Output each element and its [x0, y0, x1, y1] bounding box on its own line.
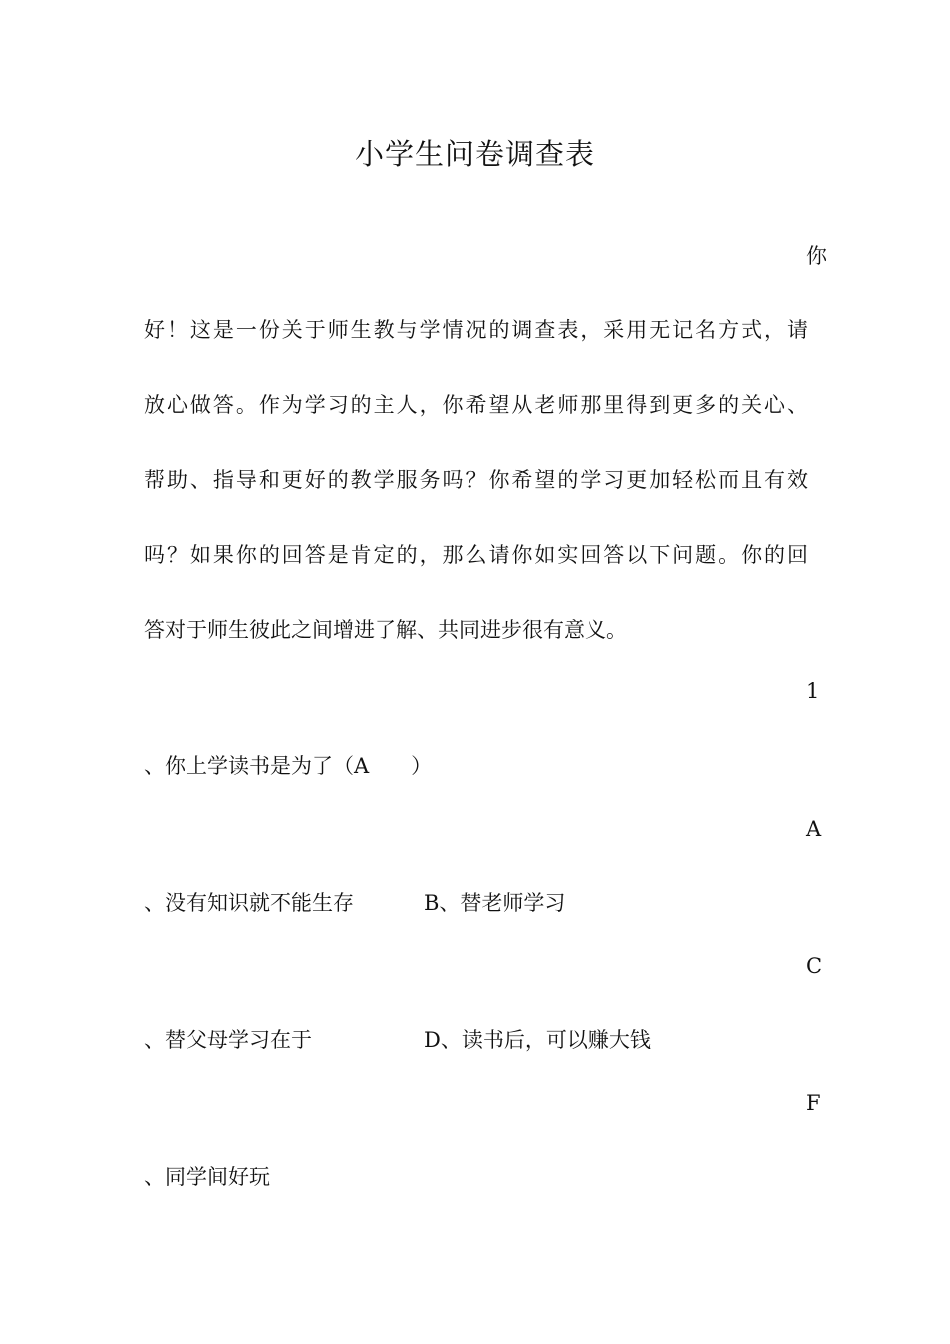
option-d-text: D、读书后，可以赚大钱: [424, 1028, 651, 1052]
option-a-text: 、没有知识就不能生存: [144, 891, 354, 915]
intro-line-5: 答对于师生彼此之间增进了解、共同进步很有意义。: [144, 618, 627, 642]
option-f-text: 、同学间好玩: [144, 1165, 270, 1189]
intro-line-3: 帮助、指导和更好的教学服务吗？你希望的学习更加轻松而且有效: [144, 468, 808, 492]
intro-first-char: 你: [806, 244, 827, 268]
intro-line-2: 放心做答。作为学习的主人，你希望从老师那里得到更多的关心、: [144, 393, 808, 417]
question-number: 1: [806, 679, 820, 703]
option-c-text: 、替父母学习在于: [144, 1028, 312, 1052]
option-b-text: B、替老师学习: [424, 891, 566, 915]
option-f-letter: F: [806, 1091, 821, 1115]
page-title: 小学生问卷调查表: [354, 137, 595, 171]
intro-line-4: 吗？如果你的回答是肯定的，那么请你如实回答以下问题。你的回: [144, 543, 808, 567]
option-c-letter: C: [806, 954, 823, 978]
option-a-letter: A: [806, 817, 822, 841]
intro-line-1: 好！这是一份关于师生教与学情况的调查表，采用无记名方式，请: [144, 318, 808, 342]
question-text: 、你上学读书是为了（A ）: [144, 754, 433, 778]
